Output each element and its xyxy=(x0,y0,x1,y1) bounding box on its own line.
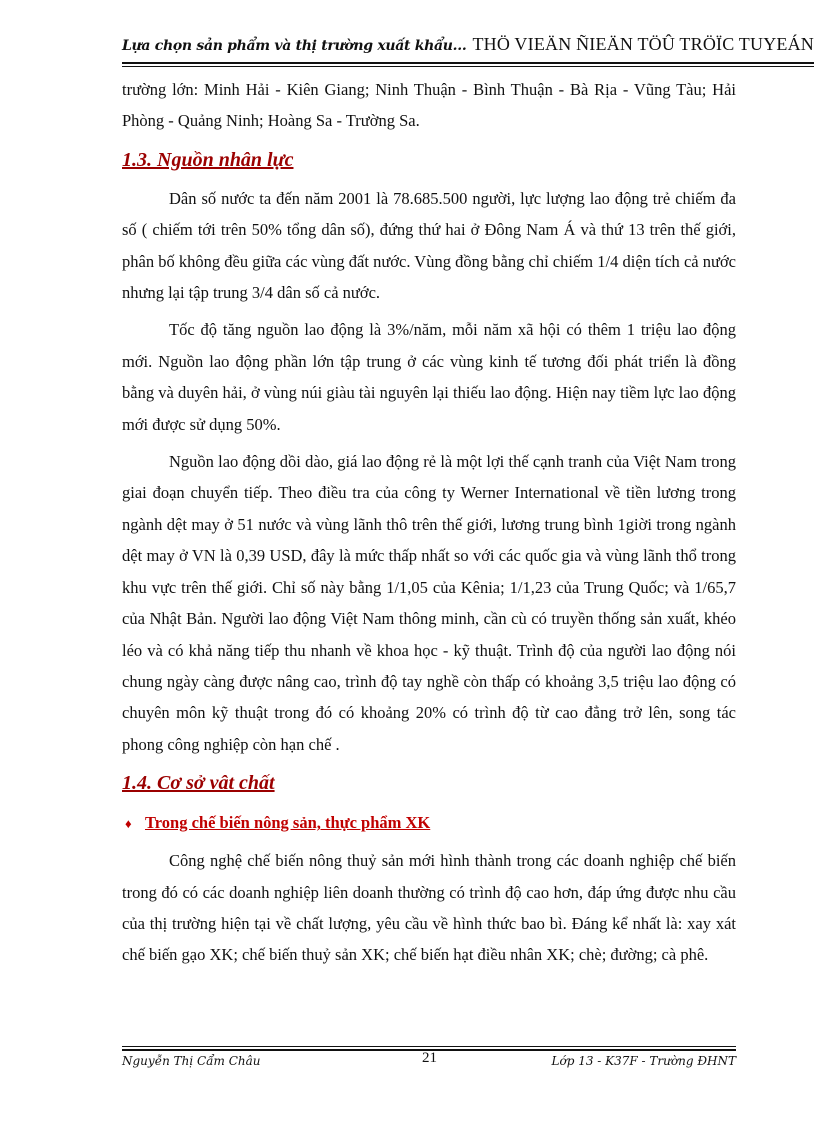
header-rule xyxy=(122,62,814,64)
bullet-subheading xyxy=(125,808,736,839)
section-heading-1-3: 1.3. Nguồn nhân lực xyxy=(122,148,294,171)
footer-class-info: Lớp 13 - K37F - Trường ĐHNT xyxy=(551,1054,736,1068)
paragraph-continuation: trường lớn: Minh Hải - Kiên Giang; Ninh Thuận - Bình Thuận - Bà Rịa - Vũng Tàu; Hải Phòng - Quảng Ninh; Hoàng Sa - Trường Sa. xyxy=(122,80,736,131)
section-heading-1-4: 1.4. Cơ sở vât chất xyxy=(122,772,275,795)
bullet-subheading-text: Trong chế biến nông sản, thực phẩm XK xyxy=(145,813,431,833)
page-footer xyxy=(122,1046,736,1076)
page-number: 21 xyxy=(422,1050,437,1066)
paragraph: Công nghệ chế biến nông thuỷ sản mới hình thành trong các doanh nghiệp chế biến trong đó có các doanh nghiệp liên doanh thường có trình độ cao hơn, đáp ứng được nhu cầu của thị trường hiện tại về chất lượng, yêu cầu về hình thức bao bì. Đáng kể nhất là: xay xát chế biến gạo XK; chế biến thuỷ sản XK; chế biến hạt điều nhân XK; chè; đường; cà phê. xyxy=(122,851,736,965)
footer-author: Nguyễn Thị Cẩm Châu xyxy=(122,1054,261,1068)
header-rule-thin xyxy=(122,66,814,67)
header-library-title: THÖ VIEÄN ÑIEÄN TÖÛ TRÖÏC TUYEÁN xyxy=(472,34,814,54)
diamond-bullet-icon: ♦ xyxy=(125,816,132,832)
paragraph: Nguồn lao động dồi dào, giá lao động rẻ là một lợi thế cạnh tranh của Việt Nam trong giai đoạn chuyển tiếp. Theo điều tra của công ty Werner International về tiền lương trong ngành dệt may ở 51 nước và vùng lãnh thô trên thế giới, lương trung bình 1giời trong ngành dệt may ở VN là 0,39 USD, đây là mức thấp nhất so với các quốc gia và vùng lãnh thổ trong khu vực trên thế giới. Chỉ số này bằng 1/1,05 của Kênia; 1/1,23 của Trung Quốc; và 1/65,7 của Nhật Bản. Người lao động Việt Nam thông minh, cần cù có truyền thống sản xuất, khéo léo và có khả năng tiếp thu nhanh về khoa học - kỹ thuật. Trình độ của người lao động nói chung ngày càng được nâng cao, trình độ tay nghề còn thấp có khoảng 3,5 triệu lao động có chuyên môn kỹ thuật trong đó có khoảng 20% có trình độ từ cao đẳng trở lên, song tác phong công nghiệp còn hạn chế . xyxy=(122,452,736,754)
paragraph: Tốc độ tăng nguồn lao động là 3%/năm, mỗi năm xã hội có thêm 1 triệu lao động mới. Nguồn lao động phần lớn tập trung ở các vùng kinh tế tương đối phát triển là đồng bằng và duyên hải, ở vùng núi giàu tài nguyên lại thiếu lao động. Hiện nay tiềm lực lao động mới được sử dụng 50%. xyxy=(122,320,736,434)
paragraph: Dân số nước ta đến năm 2001 là 78.685.500 người, lực lượng lao động trẻ chiếm đa số ( chiếm tới trên 50% tổng dân số), đứng thứ hai ở Đông Nam Á và thứ 13 trên thế giới, phân bố không đều giữa các vùng đất nước. Vùng đồng bằng chỉ chiếm 1/4 diện tích cả nước nhưng lại tập trung 3/4 dân số cả nước. xyxy=(122,188,736,303)
header-document-title: Lựa chọn sản phẩm và thị trường xuất khẩu... xyxy=(122,38,467,54)
page-header xyxy=(122,30,814,64)
footer-rule-thin xyxy=(122,1046,736,1047)
page-body xyxy=(122,74,736,971)
